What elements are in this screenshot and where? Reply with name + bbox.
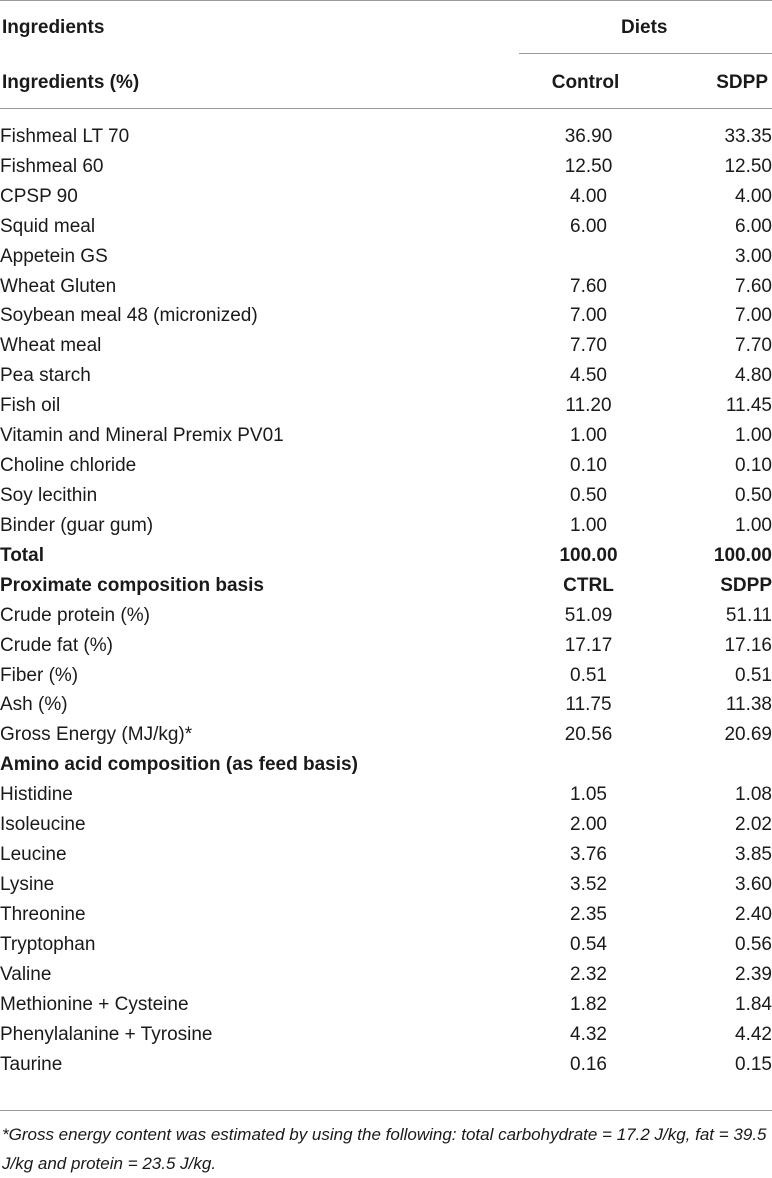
sdpp-value: 3.60: [735, 874, 772, 895]
table-row: [0, 810, 772, 840]
sdpp-value: 1.00: [735, 514, 772, 536]
sdpp-value: 0.51: [735, 664, 772, 686]
column-header-diets: Diets: [621, 17, 668, 38]
sdpp-value: 17.16: [724, 634, 772, 656]
row-label: Tryptophan: [0, 933, 96, 955]
sdpp-value: 20.69: [724, 724, 772, 746]
table-row: [0, 272, 772, 302]
sdpp-value: 3.85: [735, 844, 772, 866]
row-label: Appetein GS: [0, 245, 108, 267]
table-row: [0, 691, 772, 721]
row-label: Valine: [0, 963, 52, 985]
sdpp-value: SDPP: [720, 574, 772, 596]
table-row: [0, 960, 772, 990]
control-value: 0.54: [570, 933, 607, 955]
row-label: Fish oil: [0, 395, 61, 417]
table-row: [0, 182, 772, 212]
control-value: 36.90: [564, 125, 613, 147]
control-value: 100.00: [559, 544, 618, 566]
footnote: *Gross energy content was estimated by using the following: total carbohydrate = 17.2 J/kg, fat = 39.5 J/kg and protein = 23.5 J/kg.: [2, 1125, 767, 1173]
table-row: [0, 990, 772, 1020]
control-value: 4.00: [570, 185, 607, 207]
composition-table: [0, 122, 772, 1080]
sdpp-value: 2.40: [735, 903, 772, 925]
table-row: [0, 900, 772, 930]
column-header-ingredients-pct: Ingredients (%): [2, 72, 140, 93]
control-value: 7.60: [570, 275, 607, 297]
header-bottom-rule: [0, 108, 772, 109]
control-value: 3.52: [570, 874, 607, 895]
bottom-rule: [0, 1110, 772, 1111]
control-value: 1.00: [570, 425, 607, 447]
table-row: [0, 242, 772, 272]
control-value: 1.00: [570, 514, 607, 536]
top-rule: [0, 0, 772, 1]
row-label: Fiber (%): [0, 664, 79, 686]
table-row: [0, 571, 772, 601]
table-row: [0, 302, 772, 332]
control-value: 0.16: [570, 1053, 607, 1075]
row-label: Soybean meal 48 (micronized): [0, 305, 258, 327]
sdpp-value: 12.50: [724, 155, 772, 177]
row-label: Total: [0, 544, 44, 566]
control-value: 51.09: [564, 604, 613, 626]
sdpp-value: 6.00: [735, 215, 772, 237]
control-value: 7.00: [570, 305, 607, 327]
table-row: [0, 780, 772, 810]
column-header-ingredients: Ingredients: [2, 17, 105, 38]
table-row: [0, 152, 772, 182]
control-value: 2.00: [570, 814, 607, 836]
control-value: 6.00: [570, 215, 607, 237]
table-row: [0, 331, 772, 361]
control-value: 20.56: [564, 724, 613, 746]
control-value: 0.50: [570, 485, 607, 507]
row-label: Wheat Gluten: [0, 275, 117, 297]
sdpp-value: 11.38: [725, 694, 772, 716]
sdpp-value: 4.80: [735, 365, 772, 387]
column-header-sdpp: SDPP: [716, 72, 768, 93]
table-row: [0, 601, 772, 631]
row-label: Vitamin and Mineral Premix PV01: [0, 425, 284, 447]
control-value: 0.51: [570, 664, 607, 686]
row-label: CPSP 90: [0, 185, 78, 207]
table-row: [0, 870, 772, 900]
row-label: Gross Energy (MJ/kg)*: [0, 724, 193, 746]
sdpp-value: 2.39: [735, 963, 772, 985]
table-row: [0, 122, 772, 152]
table-row: [0, 840, 772, 870]
control-value: 4.50: [570, 365, 607, 387]
row-label: Threonine: [0, 903, 86, 925]
sdpp-value: 7.00: [735, 305, 772, 327]
row-label: Pea starch: [0, 365, 91, 387]
sdpp-value: 1.00: [735, 425, 772, 447]
row-label: Choline chloride: [0, 455, 137, 477]
sdpp-value: 4.00: [735, 185, 772, 207]
sdpp-value: 11.45: [725, 395, 772, 417]
control-value: 1.82: [570, 993, 607, 1015]
row-label: Proximate composition basis: [0, 574, 264, 596]
table-row: [0, 421, 772, 451]
table-row: [0, 750, 772, 780]
table-row: [0, 511, 772, 541]
sdpp-value: 1.08: [735, 784, 772, 806]
control-value: 3.76: [570, 844, 607, 866]
row-label: Fishmeal 60: [0, 155, 104, 177]
sdpp-value: 2.02: [735, 814, 772, 836]
table-row: [0, 1020, 772, 1050]
table-row: [0, 1050, 772, 1080]
sdpp-value: 1.84: [735, 993, 772, 1015]
row-label: Amino acid composition (as feed basis): [0, 754, 358, 776]
table-row: [0, 391, 772, 421]
row-label: Ash (%): [0, 694, 68, 716]
row-label: Taurine: [0, 1053, 63, 1075]
control-value: 2.32: [570, 963, 607, 985]
table-row: [0, 212, 772, 242]
control-value: CTRL: [563, 574, 614, 596]
row-label: Phenylalanine + Tyrosine: [0, 1023, 213, 1045]
row-label: Crude fat (%): [0, 634, 113, 656]
table-row: [0, 631, 772, 661]
row-label: Leucine: [0, 844, 67, 866]
table-row: [0, 451, 772, 481]
control-value: [522, 242, 655, 272]
table-row: [0, 361, 772, 391]
row-label: Methionine + Cysteine: [0, 993, 189, 1015]
control-value: 7.70: [570, 335, 607, 357]
sdpp-value: [655, 750, 772, 780]
control-value: 4.32: [570, 1023, 607, 1045]
table-row: [0, 541, 772, 571]
sdpp-value: 0.50: [735, 485, 772, 507]
sdpp-value: 51.11: [725, 604, 772, 626]
control-value: 12.50: [564, 155, 613, 177]
sdpp-value: 33.35: [724, 125, 772, 147]
control-value: [522, 750, 655, 780]
row-label: Fishmeal LT 70: [0, 125, 130, 147]
row-label: Crude protein (%): [0, 604, 150, 626]
row-label: Isoleucine: [0, 814, 86, 836]
row-label: Squid meal: [0, 215, 96, 237]
sdpp-value: 0.10: [735, 455, 772, 477]
sdpp-value: 0.15: [735, 1053, 772, 1075]
row-label: Histidine: [0, 784, 73, 806]
row-label: Binder (guar gum): [0, 514, 154, 536]
sdpp-value: 7.60: [735, 275, 772, 297]
control-value: 1.05: [570, 784, 607, 806]
row-label: Soy lecithin: [0, 485, 98, 507]
sdpp-value: 100.00: [713, 544, 772, 566]
diets-span-rule: [519, 53, 772, 54]
control-value: 11.75: [565, 694, 612, 716]
column-header-control: Control: [551, 72, 620, 93]
control-value: 17.17: [564, 634, 613, 656]
control-value: 0.10: [570, 455, 607, 477]
control-value: 11.20: [565, 395, 612, 417]
table-row: [0, 930, 772, 960]
table-row: [0, 661, 772, 691]
table-row: [0, 481, 772, 511]
table-row: [0, 720, 772, 750]
sdpp-value: 7.70: [735, 335, 772, 357]
control-value: 2.35: [570, 903, 607, 925]
sdpp-value: 3.00: [735, 245, 772, 267]
sdpp-value: 4.42: [735, 1023, 772, 1045]
row-label: Wheat meal: [0, 335, 102, 357]
row-label: Lysine: [0, 874, 55, 895]
sdpp-value: 0.56: [735, 933, 772, 955]
